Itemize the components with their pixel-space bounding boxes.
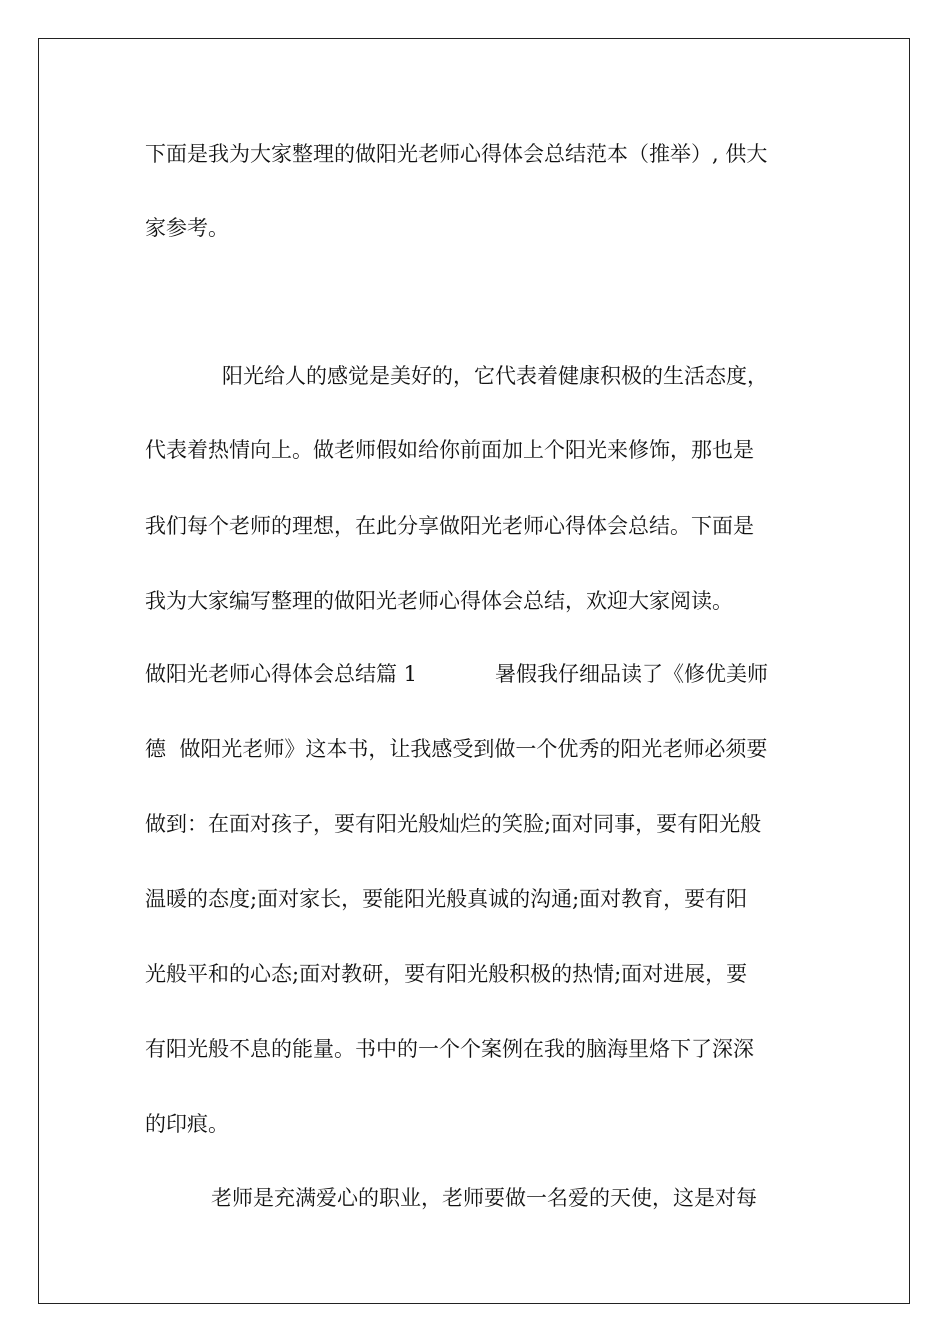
section-line-4: 温暖的态度;面对家长，要能阳光般真诚的沟通;面对教育，要有阳	[145, 887, 748, 911]
section-line-5: 光般平和的心态;面对教研，要有阳光般积极的热情;面对进展，要	[145, 962, 748, 986]
section-line-2: 德 做阳光老师》这本书，让我感受到做一个优秀的阳光老师必须要	[145, 737, 768, 761]
section-text-start: 暑假我仔细品读了《修优美师	[495, 662, 768, 686]
paragraph-line-3: 我们每个老师的理想，在此分享做阳光老师心得体会总结。下面是	[145, 514, 754, 538]
next-paragraph-line-1: 老师是充满爱心的职业，老师要做一名爱的天使，这是对每	[211, 1186, 757, 1210]
paragraph-line-4: 我为大家编写整理的做阳光老师心得体会总结，欢迎大家阅读。	[145, 589, 733, 613]
section-line-7: 的印痕。	[145, 1112, 229, 1136]
intro-line-1: 下面是我为大家整理的做阳光老师心得体会总结范本（推举）, 供大	[145, 142, 768, 166]
paragraph-line-2: 代表着热情向上。做老师假如给你前面加上个阳光来修饰，那也是	[145, 438, 754, 462]
intro-line-2: 家参考。	[145, 216, 229, 240]
section-heading: 做阳光老师心得体会总结篇 1	[145, 662, 418, 686]
section-line-6: 有阳光般不息的能量。书中的一个个案例在我的脑海里烙下了深深	[145, 1037, 754, 1061]
paragraph-line-1: 阳光给人的感觉是美好的，它代表着健康积极的生活态度，	[222, 364, 768, 388]
section-line-3: 做到：在面对孩子，要有阳光般灿烂的笑脸;面对同事，要有阳光般	[145, 812, 762, 836]
